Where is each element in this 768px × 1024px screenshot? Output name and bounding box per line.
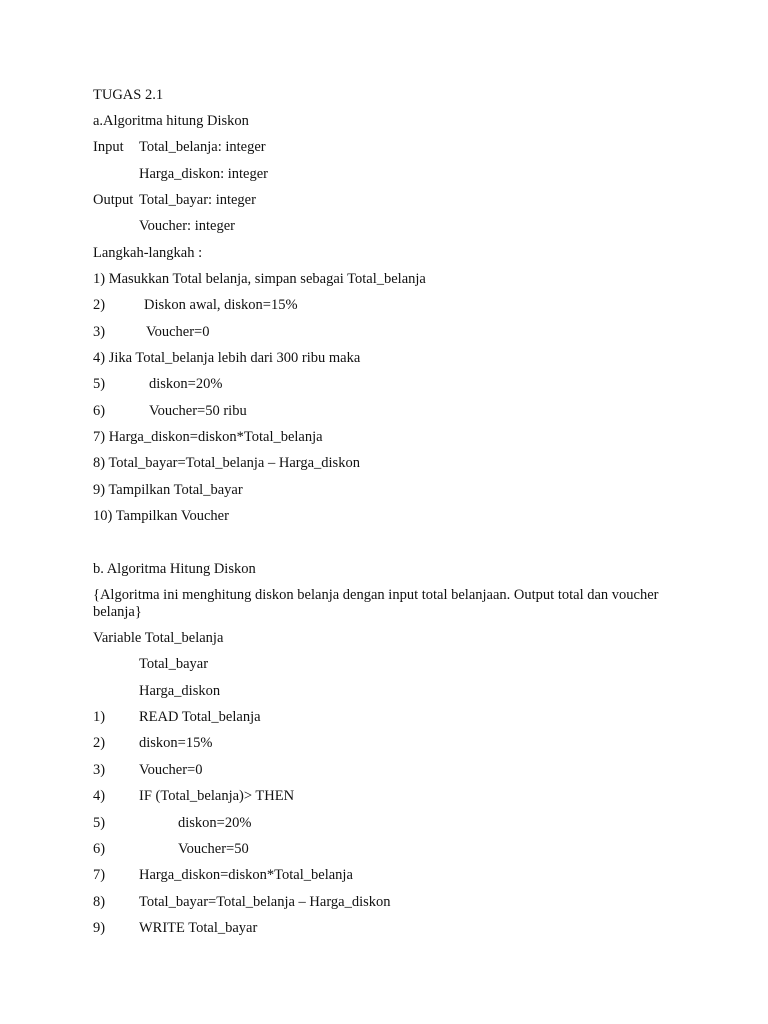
step-number: 6) xyxy=(93,403,106,419)
step-number: 2) xyxy=(93,735,106,751)
variable-name: Total_bayar xyxy=(139,656,209,672)
step-text: diskon=15% xyxy=(139,735,213,751)
step-number: 9) xyxy=(93,920,106,936)
step-number: 3) xyxy=(93,762,106,778)
step-text: Voucher=50 ribu xyxy=(149,403,247,419)
step-text: Diskon awal, diskon=15% xyxy=(144,297,298,313)
step-a-1: 1) Masukkan Total belanja, simpan sebagai Total_belanja xyxy=(93,271,426,287)
step-number: 3) xyxy=(93,324,106,340)
variable-label: Variable xyxy=(93,630,142,646)
input-row-1 xyxy=(93,139,266,156)
step-b-2 xyxy=(93,735,212,752)
step-a-9: 9) Tampilkan Total_bayar xyxy=(93,482,243,498)
step-a-8: 8) Total_bayar=Total_belanja – Harga_diskon xyxy=(93,455,360,471)
step-text: READ Total_belanja xyxy=(139,709,261,725)
step-b-3 xyxy=(93,762,202,779)
step-number: 7) xyxy=(93,867,106,883)
step-text: Voucher=0 xyxy=(146,324,210,340)
step-text: WRITE Total_bayar xyxy=(139,920,258,936)
step-number: 6) xyxy=(93,841,106,857)
section-b-heading: b. Algoritma Hitung Diskon xyxy=(93,561,256,577)
output-row-1 xyxy=(93,192,256,209)
step-number: 1) xyxy=(93,709,106,725)
step-a-6 xyxy=(93,403,247,420)
step-a-7: 7) Harga_diskon=diskon*Total_belanja xyxy=(93,429,323,445)
section-b-description: {Algoritma ini menghitung diskon belanja dengan input total belanjaan. Output total dan voucher belanja} xyxy=(93,587,659,620)
step-text: Voucher=50 xyxy=(178,841,249,857)
step-number: 2) xyxy=(93,297,106,313)
step-b-5 xyxy=(93,815,251,832)
input-item: Total_belanja: integer xyxy=(139,139,266,155)
step-b-9 xyxy=(93,920,257,937)
section-a-heading: a.Algoritma hitung Diskon xyxy=(93,113,249,129)
step-b-4 xyxy=(93,788,294,805)
variable-row-1 xyxy=(93,630,223,647)
step-a-5 xyxy=(93,376,222,393)
step-b-6 xyxy=(93,841,249,858)
output-label: Output xyxy=(93,192,134,208)
step-b-7 xyxy=(93,867,353,884)
input-item: Harga_diskon: integer xyxy=(139,166,268,182)
step-a-4: 4) Jika Total_belanja lebih dari 300 ribu maka xyxy=(93,350,361,366)
variable-name: Harga_diskon xyxy=(139,683,221,699)
output-item: Total_bayar: integer xyxy=(139,192,256,208)
step-number: 4) xyxy=(93,788,106,804)
step-number: 8) xyxy=(93,894,106,910)
input-label: Input xyxy=(93,139,124,155)
step-b-1 xyxy=(93,709,261,726)
step-text: Total_bayar=Total_belanja – Harga_diskon xyxy=(139,894,391,910)
step-number: 5) xyxy=(93,376,106,392)
step-text: IF (Total_belanja)> THEN xyxy=(139,788,295,804)
document-title: TUGAS 2.1 xyxy=(93,87,164,103)
step-text: diskon=20% xyxy=(149,376,223,392)
step-text: Harga_diskon=diskon*Total_belanja xyxy=(139,867,353,883)
variable-name: Total_belanja xyxy=(144,630,224,646)
step-b-8 xyxy=(93,894,391,911)
step-number: 5) xyxy=(93,815,106,831)
step-a-2 xyxy=(93,297,298,314)
step-a-3 xyxy=(93,324,209,341)
output-item: Voucher: integer xyxy=(139,218,235,234)
steps-heading: Langkah-langkah : xyxy=(93,245,203,261)
step-a-10: 10) Tampilkan Voucher xyxy=(93,508,229,524)
step-text: Voucher=0 xyxy=(139,762,203,778)
step-text: diskon=20% xyxy=(178,815,252,831)
